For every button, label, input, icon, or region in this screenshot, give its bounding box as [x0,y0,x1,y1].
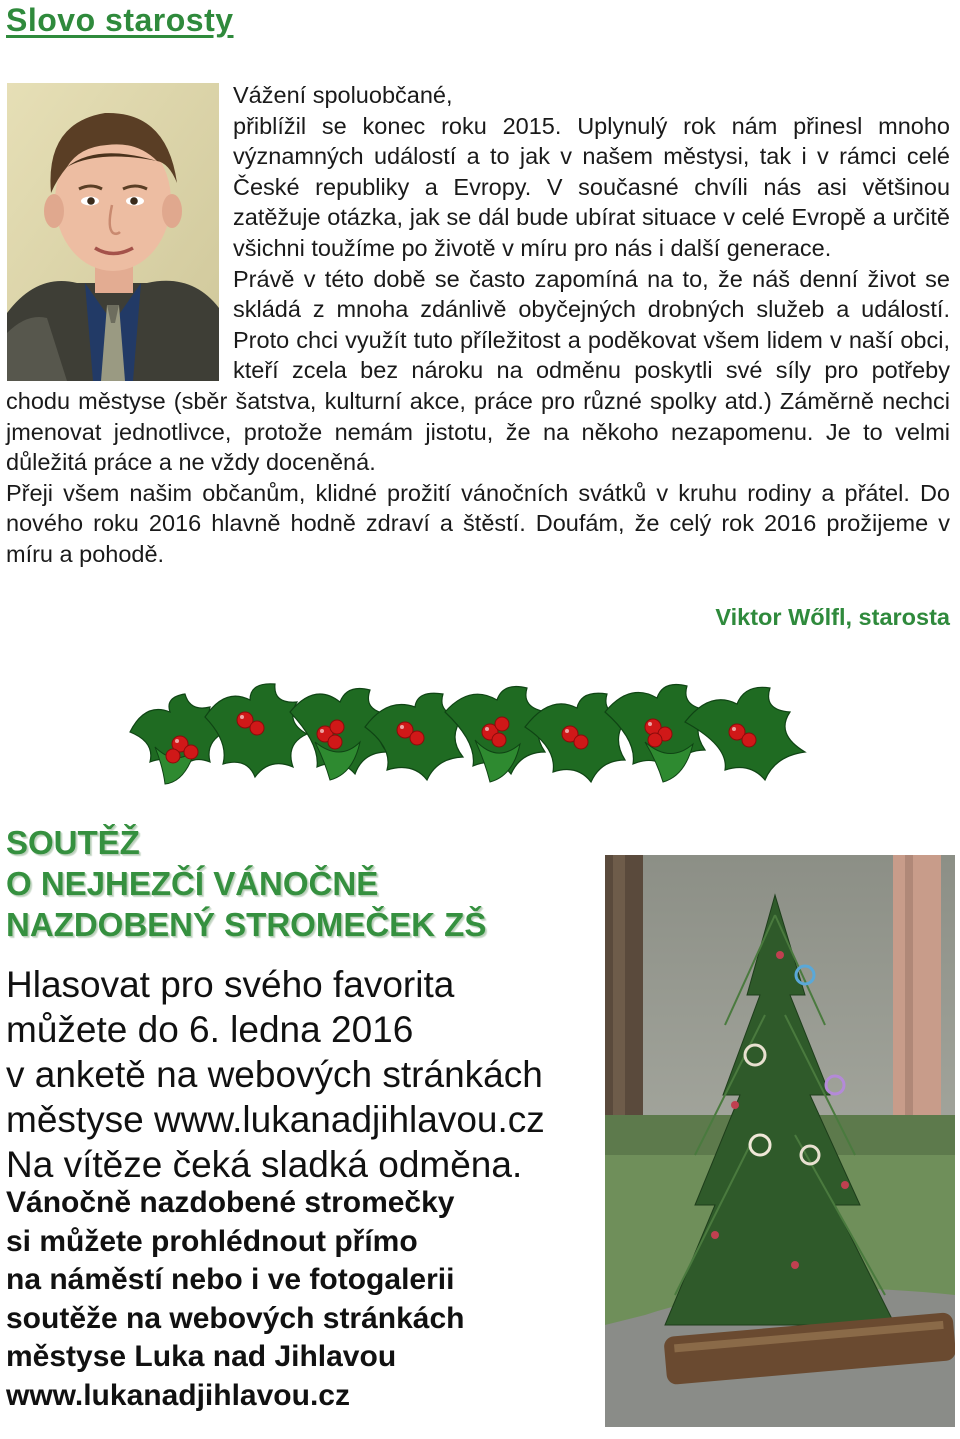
portrait-space [6,80,233,380]
contest-bold-line: na náměstí nebo i ve fotogalerii [6,1263,455,1297]
contest-title-line: O NEJHEZČÍ VÁNOČNĚ [6,865,379,902]
mayor-letter [6,80,950,570]
letter-line: pro nás i další generace. [573,234,832,261]
letter-line: přiblížil se konec roku 2015. Uplynulý rok nám přinesl mnoho [233,112,950,139]
contest-body-line: městyse www.lukanadjihlavou.cz [6,1099,545,1140]
contest-bold-line: Vánočně nazdobené stromečky [6,1186,455,1219]
contest-bold-line: si můžete prohlédnout přímo [6,1224,418,1258]
christmas-tree-photo [605,855,955,1427]
letter-line: 2016 prožijeme v míru a pohodě. [6,510,950,567]
letter-line: spolky atd.) Záměrně nechci jmenovat jednotlivce, protože nemám jistotu, že [6,387,951,445]
letter-line: na někoho nezapomenu. Je to velmi důležitá práce a ne vždy doceněná. [6,418,950,476]
contest-title-line: SOUTĚŽ [6,824,140,861]
contest-bold-line: www.lukanadjihlavou.cz [6,1378,350,1412]
letter-line: v celé Evropě a určitě všichni toužíme po životě v míru [233,204,950,261]
contest-bold-line: městyse Luka nad Jihlavou [6,1340,397,1374]
contest-body-line: v anketě na webových stránkách [6,1054,543,1095]
holly-garland [125,672,815,802]
letter-line: celé České republiky a Evropy. V současné chvíli nás asi [233,143,950,200]
letter-line: většinou zatěžuje otázka, jak se dál bude ubírat situace [233,173,951,231]
letter-line: a přátel. Do nového roku 2016 hlavně hodně zdraví a štěstí. Doufám, že celý rok [6,479,951,537]
letter-line: Právě v této době se často zapomíná na to, že náš denní [233,265,859,292]
contest-title-line: NAZDOBENÝ STROMEČEK ZŠ [6,906,487,943]
signature: Viktor Wőlfl, starosta [715,604,950,630]
contest-body-line: můžete do 6. ledna 2016 [6,1009,414,1050]
letter-line: život se skládá z mnoha zdánlivě obyčejných drobných [233,265,950,323]
letter-line: služeb a událostí. Proto chci využít tuto příležitost [233,296,950,353]
letter-line: a poděkovat všem lidem v naší obci, kteří zcela bez nároku na odměnu poskytli [233,326,950,384]
page-heading: Slovo starosty [6,2,234,38]
contest-title [6,822,486,945]
contest-body-line: Hlasovat pro svého favorita [6,964,455,1005]
letter-line: své síly pro potřeby chodu městyse (sběr šatstva, kulturní akce, práce pro různé [6,357,951,414]
letter-line: významných událostí a to jak v našem městysi, tak i v rámci [233,143,897,170]
contest-body-line: Na vítěze čeká sladká odměna. [6,1144,523,1185]
letter-line: Vážení spoluobčané, [233,82,453,108]
contest-instructions [6,962,596,1187]
contest-gallery-note [6,1184,465,1416]
contest-bold-line: soutěže na webových stránkách [6,1301,465,1335]
letter-line: Přeji všem našim občanům, klidné prožití vánočních svátků v kruhu rodiny [6,479,812,506]
